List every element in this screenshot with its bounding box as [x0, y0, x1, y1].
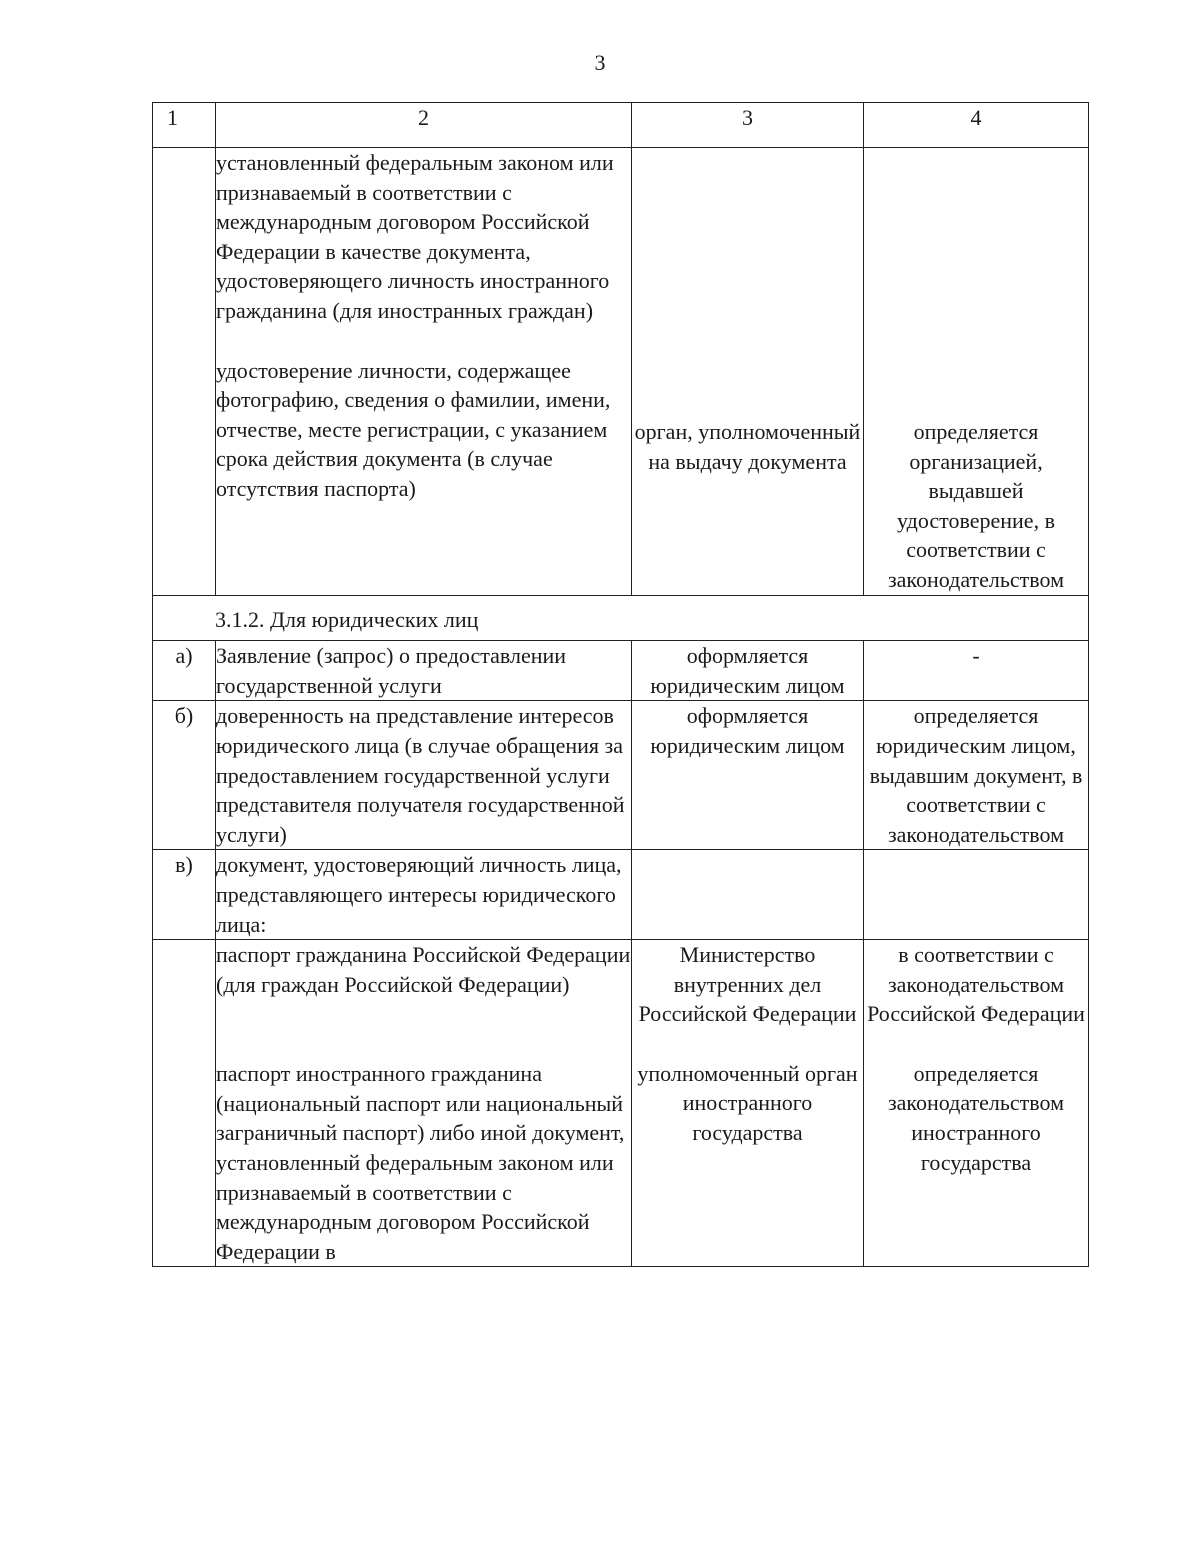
issuer-id-card: орган, уполномоченный на выдачу документа	[634, 419, 861, 474]
page-number: 3	[594, 50, 606, 75]
cell-issuer: оформляется юридическим лицом	[632, 641, 864, 701]
document-ru-passport: паспорт гражданина Российской Федерации (для граждан Российской Федерации)	[216, 942, 631, 997]
section-row	[153, 595, 1089, 641]
table-row-continuation	[153, 148, 1089, 596]
cell-validity: определяется юридическим лицом, выдавшим документ, в соответствии с законодательством	[864, 701, 1089, 850]
table-header-row	[153, 103, 1089, 148]
header-col-4: 4	[864, 103, 1089, 148]
table-row-a	[153, 641, 1089, 701]
cell-validity	[864, 850, 1089, 940]
cell-issuer: оформляется юридическим лицом	[632, 701, 864, 850]
validity-ru-passport: в соответствии с законодательством Российской Федерации	[867, 942, 1085, 1027]
table-row-v	[153, 850, 1089, 940]
document-id-card: удостоверение личности, содержащее фотографию, сведения о фамилии, имени, отчестве, месте регистрации, с указанием срока действия документа (в случае отсутствия паспорта)	[216, 357, 611, 501]
cell-issuer	[632, 148, 864, 596]
validity-foreign-passport: определяется законодательством иностранного государства	[887, 1060, 1065, 1175]
documents-table	[152, 102, 1089, 1267]
cell-document: документ, удостоверяющий личность лица, представляющего интересы юридического лица:	[216, 850, 632, 940]
issuer-foreign-passport: уполномоченный орган иностранного государства	[637, 1060, 858, 1146]
cell-validity: -	[864, 641, 1089, 701]
section-title: 3.1.2. Для юридических лиц	[153, 595, 1089, 641]
validity-id-card: определяется организацией, выдавшей удостоверение, в соответствии с законодательством	[887, 419, 1065, 592]
cell-document	[216, 148, 632, 596]
issuer-ru-passport: Министерство внутренних дел Российской Федерации	[638, 942, 857, 1027]
header-col-1: 1	[153, 103, 216, 148]
cell-document: доверенность на представление интересов юридического лица (в случае обращения за предоставлением государственной услуги представителя получателя государственной услуги)	[216, 701, 632, 850]
cell-issuer	[632, 940, 864, 1267]
row-label: в)	[153, 850, 216, 940]
cell-validity	[864, 148, 1089, 596]
header-col-3: 3	[632, 103, 864, 148]
document-foreign-continued: установленный федеральным законом или признаваемый в соответствии с международным договором Российской Федерации в качестве документа, удостоверяющего личность иностранного гражданина (для иностранных граждан)	[216, 150, 614, 323]
cell-issuer	[632, 850, 864, 940]
cell-document: Заявление (запрос) о предоставлении государственной услуги	[216, 641, 632, 701]
cell-validity	[864, 940, 1089, 1267]
row-label: а)	[153, 641, 216, 701]
document-foreign-passport: паспорт иностранного гражданина (национальный паспорт или национальный заграничный паспорт) либо иной документ, установленный федеральным законом или признаваемый в соответствии с международным договором Российской Федерации в	[216, 1061, 625, 1264]
row-label-empty	[153, 940, 216, 1267]
header-col-2: 2	[216, 103, 632, 148]
row-label: б)	[153, 701, 216, 850]
row-label-empty	[153, 148, 216, 596]
table-row-b	[153, 701, 1089, 850]
cell-document	[216, 940, 632, 1267]
table-row-passports	[153, 940, 1089, 1267]
